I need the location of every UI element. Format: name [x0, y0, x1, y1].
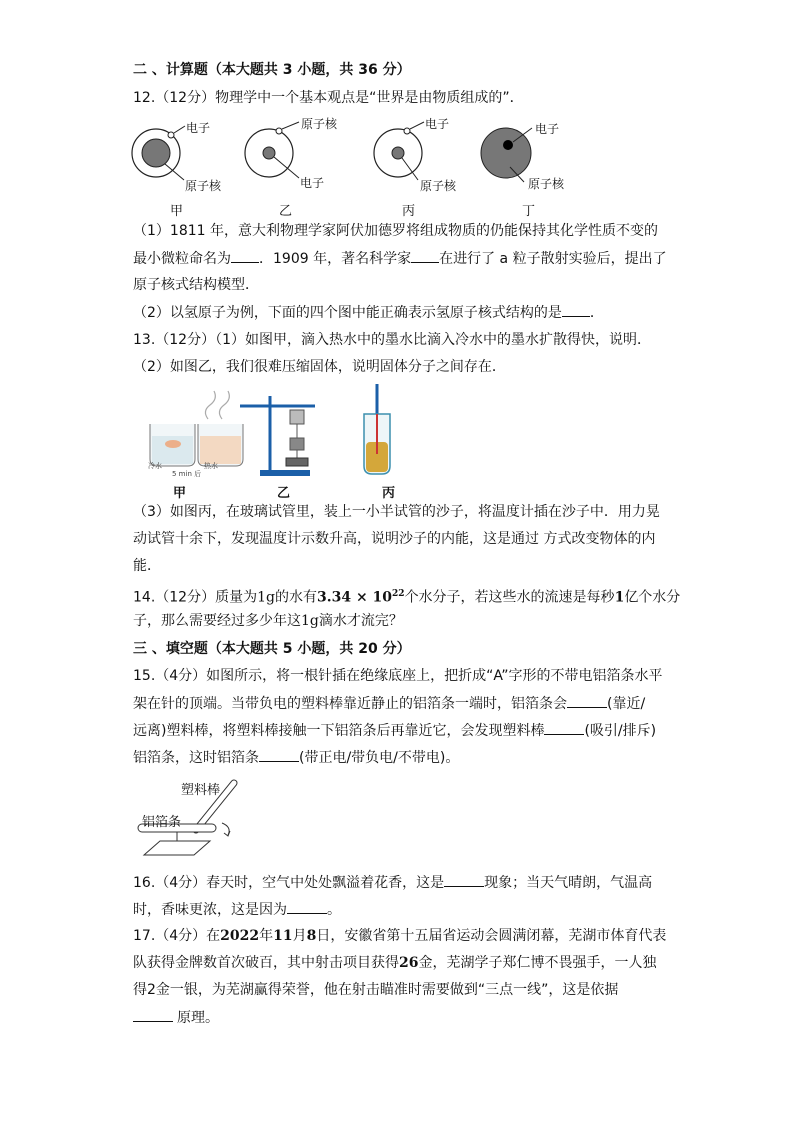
- atom-bing-label-top: 电子: [425, 117, 450, 131]
- answer-blank[interactable]: [259, 747, 299, 762]
- q12-part1-line1: （1）1811 年，意大利物理学家阿伏加德罗将组成物质的仍能保持其化学性质不变的: [133, 223, 658, 239]
- answer-blank[interactable]: [287, 899, 327, 914]
- section-2-title: 二 、计算题（本大题共 3 小题，共 36 分）: [133, 62, 411, 78]
- answer-blank[interactable]: [544, 720, 584, 735]
- atom-model-bing: [374, 122, 424, 180]
- answer-blank[interactable]: [562, 302, 590, 317]
- q12-part1-line3: 原子核式结构模型．: [133, 277, 259, 293]
- atom-bing-caption: 丙: [402, 204, 416, 219]
- atom-model-yi: [245, 122, 299, 178]
- lead-blocks-stand: [240, 396, 315, 476]
- fig-label-foil: 铝箔条: [142, 815, 182, 830]
- atom-ding-caption: 丁: [522, 204, 536, 219]
- q13-part3-line3: 能．: [133, 558, 161, 574]
- beaker-cold-label: 冷水: [148, 462, 162, 470]
- atom-yi-label-bottom: 电子: [300, 176, 325, 190]
- q12-part2: （2）以氢原子为例，下面的四个图中能正确表示氢原子核式结构的是 ．: [133, 302, 604, 323]
- atom-jia-label-bottom: 原子核: [185, 179, 222, 193]
- q13-part3-line1: （3）如图丙，在玻璃试管里，装上一小半试管的沙子，将温度计插在沙子中．用力晃: [133, 504, 660, 520]
- q15-line3: 远离)塑料棒，将塑料棒接触一下铝箔条后再靠近它，会发现塑料棒 (吸引/排斥): [133, 720, 656, 741]
- answer-blank[interactable]: [133, 1007, 173, 1022]
- q17-line4: 原理。: [133, 1007, 219, 1028]
- q12-part1-line2: 最小微粒命名为 ．1909 年，著名科学家 在进行了 a 粒子散射实验后，提出了: [133, 248, 667, 269]
- atom-ding-label-top: 电子: [535, 122, 560, 136]
- q17-line2: 队获得金牌数首次破百，其中射击项目获得26金，芜湖学子郑仁博不畏强手，一人独: [133, 955, 657, 971]
- q15-line4: 铝箔条，这时铝箔条 (带正电/带负电/不带电)。: [133, 747, 459, 768]
- q17-line3: 得2金一银，为芜湖赢得荣誉，他在射击瞄准时需要做到“三点一线”，这是依据: [133, 982, 619, 998]
- answer-blank[interactable]: [411, 248, 439, 263]
- atom-bing-label-bottom: 原子核: [420, 179, 457, 193]
- atom-yi-caption: 乙: [279, 204, 293, 219]
- q17-line1: 17.（4分）在2022年11月8日，安徽省第十五届省运动会圆满闭幕，芜湖市体育代表: [133, 928, 667, 944]
- q16-line2: 时，香味更浓，这是因为 。: [133, 899, 341, 920]
- q16-line1: 16.（4分）春天时，空气中处处飘溢着花香，这是 现象；当天气晴朗，气温高: [133, 872, 652, 893]
- q15-line2: 架在针的顶端。当带负电的塑料棒靠近静止的铝箔条一端时，铝箔条会 (靠近/: [133, 693, 645, 714]
- atom-jia-caption: 甲: [170, 204, 184, 219]
- fig-yi-caption: 乙: [277, 486, 291, 501]
- answer-blank[interactable]: [444, 872, 484, 887]
- q14-line1: 14.（12分）质量为1g的水有$3.34 \times 10^{22}$个水分子，若这些水的流速是每秒1亿个水分: [133, 589, 681, 606]
- beaker-hot-label: 热水: [204, 462, 218, 470]
- fig-jia-caption: 甲: [173, 486, 187, 501]
- fig-label-plastic-rod: 塑料棒: [181, 783, 221, 798]
- atom-yi-label-top: 原子核: [301, 117, 338, 131]
- time-label: 5 min 后: [172, 470, 202, 478]
- answer-blank[interactable]: [231, 248, 259, 263]
- q13-part2: （2）如图乙，我们很难压缩固体，说明固体分子之间存在．: [133, 359, 506, 375]
- q14-line2: 子，那么需要经过多少年这1g滴水才流完？: [133, 613, 403, 629]
- q12-stem: 12.（12分）物理学中一个基本观点是“世界是由物质组成的”．: [133, 90, 524, 106]
- atom-jia-label-top: 电子: [186, 121, 211, 135]
- atom-model-ding: [481, 128, 532, 182]
- test-tube-sand: [364, 384, 390, 474]
- fig-bing-caption: 丙: [382, 486, 396, 501]
- atom-model-jia: [132, 126, 185, 180]
- diffusion-compression-figure: [140, 384, 420, 482]
- answer-blank[interactable]: [567, 693, 607, 708]
- q13-part3-line2: 动试管十余下，发现温度计示数升高，说明沙子的内能，这是通过 方式改变物体的内: [133, 531, 656, 547]
- q15-line1: 15.（4分）如图所示，将一根针插在绝缘底座上，把折成“A”字形的不带电铝箔条水平: [133, 668, 663, 684]
- beaker-hot-water: [198, 391, 243, 466]
- q13-part1: 13.（12分）（1）如图甲，滴入热水中的墨水比滴入冷水中的墨水扩散得快，说明．: [133, 332, 651, 348]
- beaker-cold-water: [150, 424, 195, 466]
- atom-ding-label-bottom: 原子核: [528, 177, 565, 191]
- section-3-title: 三 、填空题（本大题共 5 小题，共 20 分）: [133, 641, 411, 657]
- needle-base: [144, 832, 210, 855]
